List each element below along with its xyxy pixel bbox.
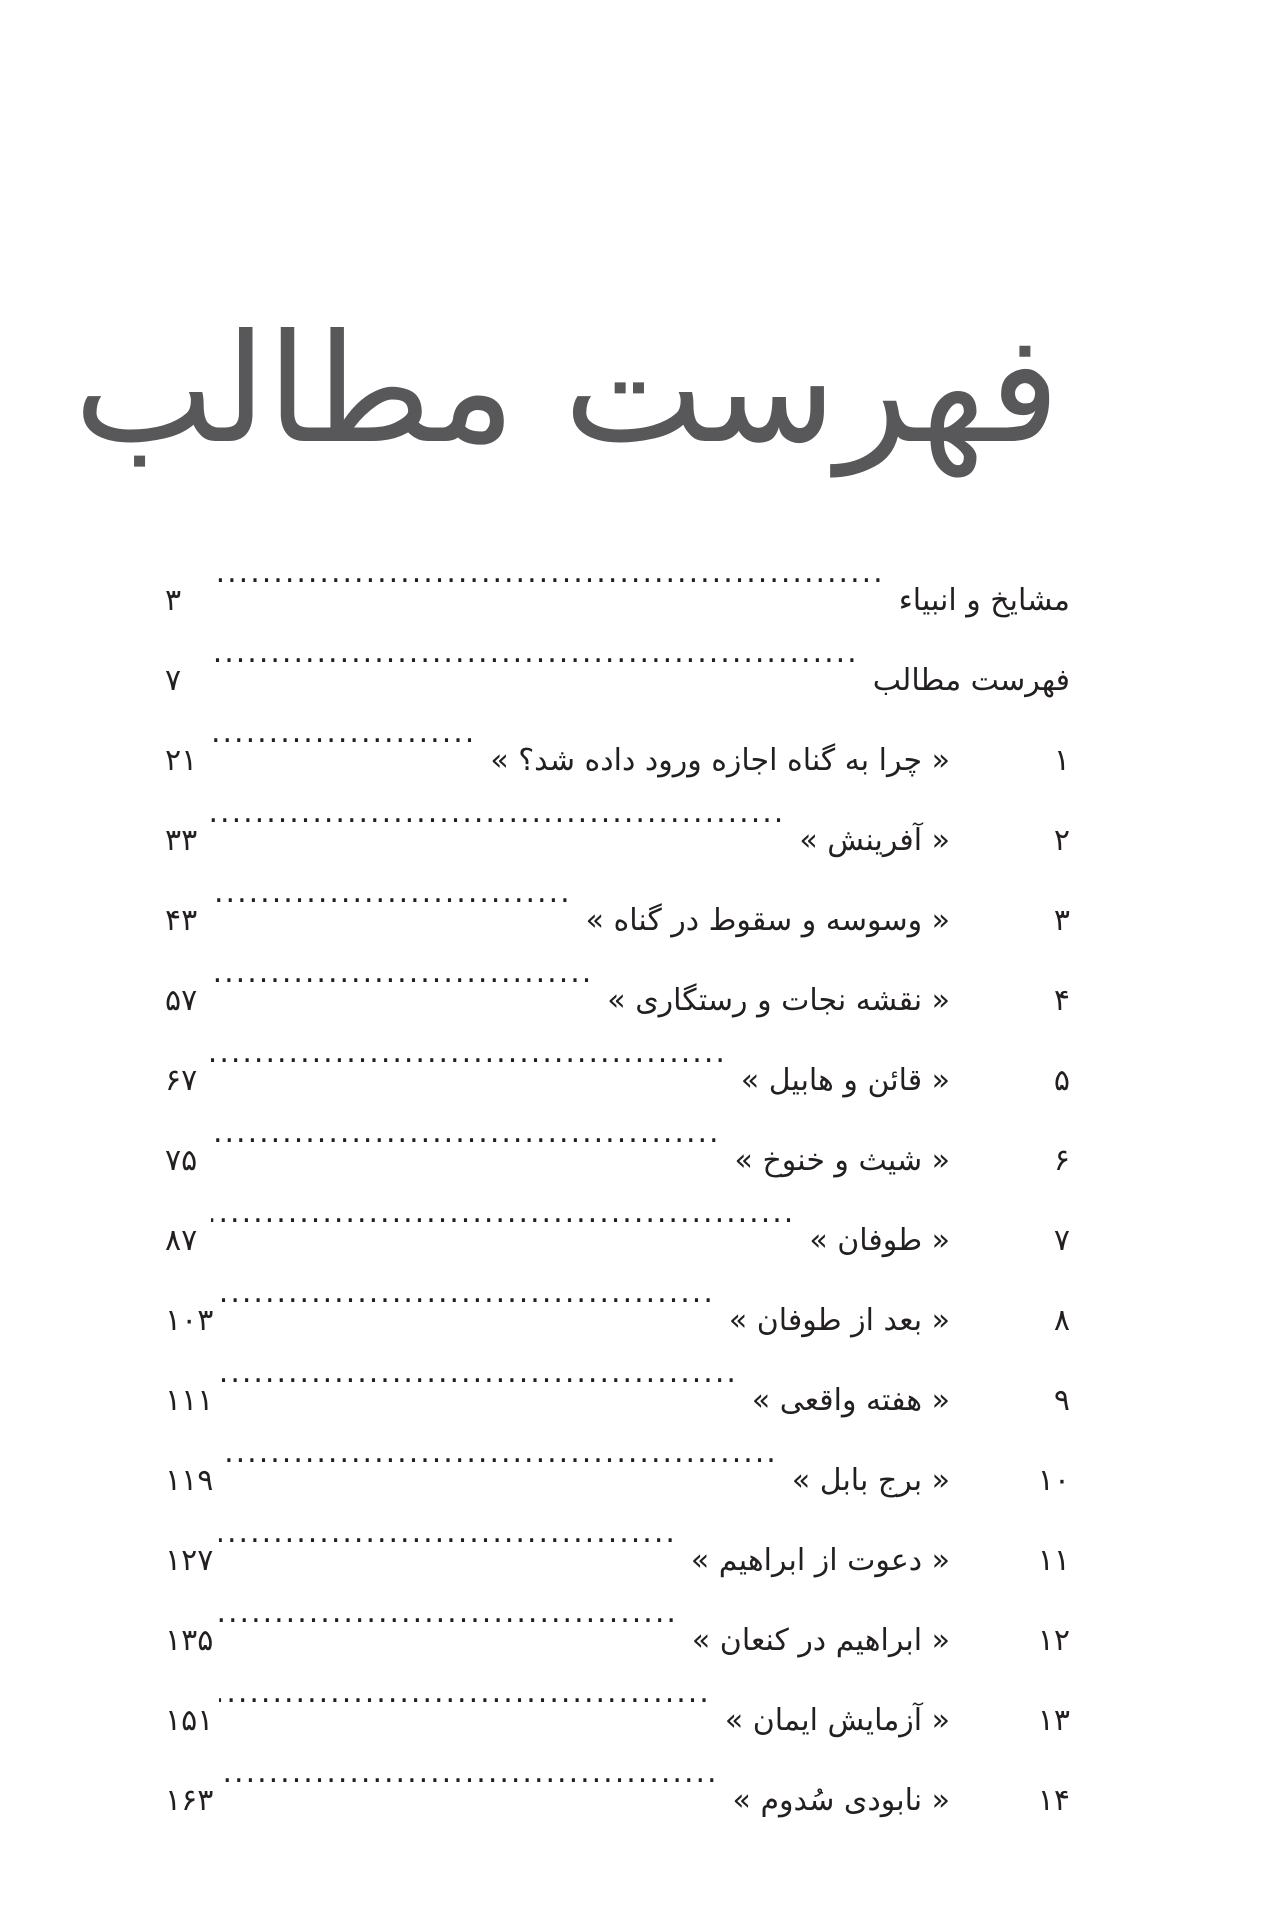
- page-number: ۱۱۹: [165, 1463, 214, 1498]
- page-number: ۱۲۷: [165, 1543, 214, 1578]
- page-number: ۵۷: [165, 983, 198, 1018]
- dot-leader: [219, 1330, 738, 1410]
- page-number: ۲۱: [165, 743, 198, 778]
- entry-title: « قائن و هابیل »: [740, 1063, 950, 1098]
- dot-leader: [219, 1250, 715, 1330]
- page-number: ۷: [165, 663, 182, 698]
- chapter-number: ۱۴: [1037, 1783, 1070, 1818]
- page-number: ۱۰۳: [165, 1303, 214, 1338]
- dot-leader: [219, 1410, 778, 1490]
- entry-title: « ابراهیم در کنعان »: [691, 1623, 950, 1658]
- chapter-number: ۵: [1053, 1063, 1070, 1098]
- dot-leader: [211, 610, 859, 690]
- entry-title: فهرست مطالب: [872, 663, 1070, 698]
- entry-title: « نقشه نجات و رستگاری »: [607, 983, 950, 1018]
- entry-title: « شیث و خنوخ »: [734, 1143, 950, 1178]
- entry-title: « دعوت از ابراهیم »: [690, 1543, 950, 1578]
- dot-leader: [211, 770, 785, 850]
- dot-leader: [211, 530, 885, 610]
- chapter-number: ۲: [1053, 823, 1070, 858]
- entry-title: « آزمایش ایمان »: [724, 1703, 950, 1738]
- dot-leader: [219, 1730, 718, 1810]
- table-of-contents: [165, 530, 1070, 1818]
- entry-title: مشایخ و انبیاء: [898, 583, 1070, 618]
- dot-leader: [219, 1570, 678, 1650]
- chapter-number: ۱: [1053, 743, 1070, 778]
- entry-title: « برج بابل »: [791, 1463, 950, 1498]
- chapter-number: ۱۰: [1037, 1463, 1070, 1498]
- entry-title: « هفته واقعی »: [751, 1383, 950, 1418]
- chapter-number: ۱۲: [1037, 1623, 1070, 1658]
- chapter-number: ۴: [1053, 983, 1070, 1018]
- dot-leader: [211, 930, 593, 1010]
- page-number: ۴۳: [165, 903, 198, 938]
- page-number: ۳: [165, 583, 182, 618]
- dot-leader: [211, 1090, 721, 1170]
- chapter-number: ۳: [1053, 903, 1070, 938]
- page-number: ۱۵۱: [165, 1703, 214, 1738]
- toc-entry[interactable]: [165, 530, 1070, 618]
- page-title: فهرست مطالب: [73, 303, 1060, 477]
- dot-leader: [219, 1490, 677, 1570]
- entry-title: « طوفان »: [809, 1223, 950, 1258]
- entry-title: « بعد از طوفان »: [728, 1303, 950, 1338]
- entry-title: « نابودی سُدوم »: [732, 1783, 950, 1818]
- chapter-number: ۸: [1053, 1303, 1070, 1338]
- page-number: ۷۵: [165, 1143, 198, 1178]
- chapter-number: ۱۱: [1037, 1543, 1070, 1578]
- entry-title: « وسوسه و سقوط در گناه »: [585, 903, 950, 938]
- page-number: ۱۱۱: [165, 1383, 214, 1418]
- page-number: ۸۷: [165, 1223, 198, 1258]
- chapter-number: ۱۳: [1037, 1703, 1070, 1738]
- page-number: ۱۳۵: [165, 1623, 214, 1658]
- chapter-number: ۶: [1053, 1143, 1070, 1178]
- dot-leader: [219, 1650, 711, 1730]
- page-number: ۱۶۳: [165, 1783, 214, 1818]
- dot-leader: [211, 1170, 795, 1250]
- page-number: ۶۷: [165, 1063, 198, 1098]
- chapter-number: ۹: [1053, 1383, 1070, 1418]
- page-number: ۳۳: [165, 823, 198, 858]
- entry-title: « آفرینش »: [799, 823, 950, 858]
- chapter-number: ۷: [1053, 1223, 1070, 1258]
- dot-leader: [211, 1010, 727, 1090]
- dot-leader: [211, 850, 572, 930]
- dot-leader: [211, 690, 476, 770]
- entry-title: « چرا به گناه اجازه ورود داده شد؟ »: [490, 743, 950, 778]
